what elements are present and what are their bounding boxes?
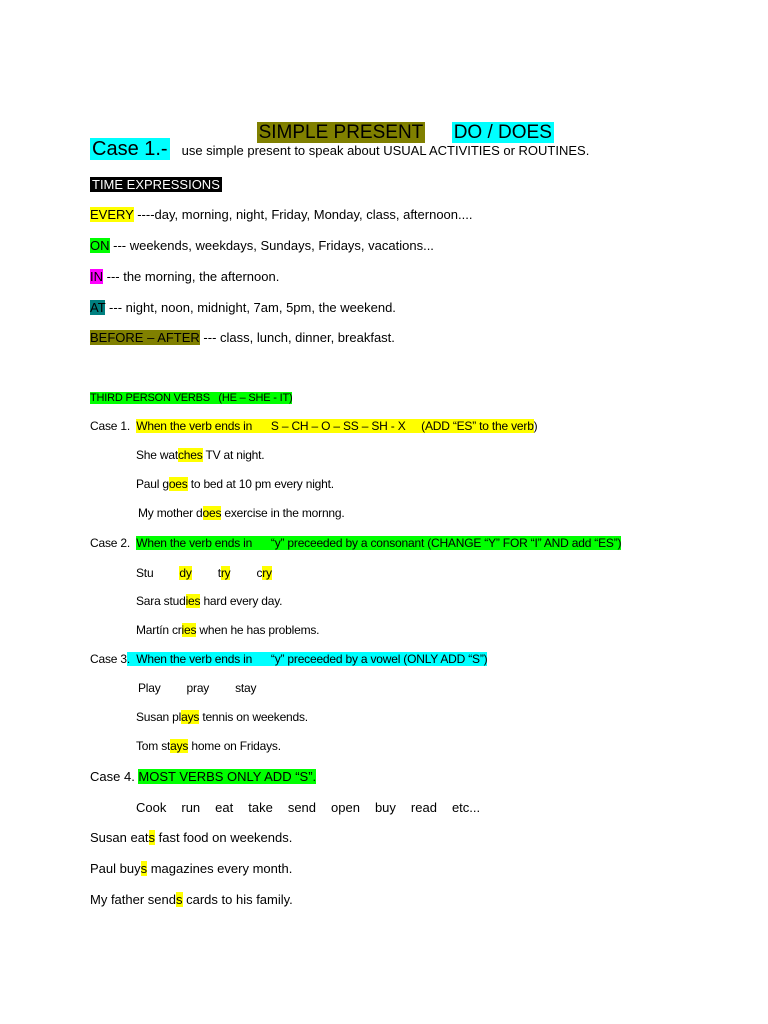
- at-rest: --- night, noon, midnight, 7am, 5pm, the weekend.: [105, 300, 396, 315]
- third-person-heading: [90, 390, 292, 406]
- c4-word-3: take: [248, 800, 273, 815]
- c4-example-3: [90, 892, 293, 908]
- c1-ex3-a: My mother d: [138, 506, 203, 520]
- c4-ex1-c: fast food on weekends.: [155, 830, 293, 845]
- on-rest: --- weekends, weekdays, Sundays, Fridays, vacations...: [109, 238, 434, 253]
- in-key: IN: [90, 269, 103, 284]
- c2-example-2: [136, 622, 319, 638]
- c2-w3-a: c: [256, 566, 263, 580]
- c3-rule: . When the verb ends in “y” preceeded by a vowel (ONLY ADD “S”): [126, 652, 488, 666]
- c2-label: Case 2.: [90, 536, 137, 550]
- c4-word-0: Cook: [136, 800, 167, 815]
- c4-ex2-a: Paul buy: [90, 861, 141, 876]
- third-person-label: THIRD PERSON VERBS (HE – SHE - IT): [90, 392, 293, 404]
- c4-ex3-c: cards to his family.: [182, 892, 293, 907]
- c1-ex3-b: oes: [202, 506, 222, 520]
- c4-rule-line: [90, 769, 316, 785]
- c1-close: ): [533, 419, 538, 433]
- time-at-line: [90, 300, 396, 316]
- c3-word-play: Play: [138, 681, 161, 695]
- title-simple-present: SIMPLE PRESENT: [258, 122, 424, 143]
- c2-word-try: [218, 566, 231, 580]
- c4-ex1-a: Susan eat: [90, 830, 149, 845]
- c2-rule: When the verb ends in “y” preceeded by a consonant (CHANGE “Y” FOR “I” AND add “ES”): [136, 536, 622, 550]
- c1-rule-line: [90, 418, 537, 434]
- c2-ex2-b: ies: [181, 623, 197, 637]
- time-expressions-label: TIME EXPRESSIONS: [92, 177, 220, 192]
- c2-words: [136, 565, 298, 581]
- c1-ex2-c: to bed at 10 pm every night.: [187, 477, 334, 491]
- c1-example-2: [136, 476, 334, 492]
- c3-ex1-c: tennis on weekends.: [199, 710, 308, 724]
- c4-word-6: buy: [374, 800, 396, 815]
- c4-ex2-b: s: [140, 861, 148, 876]
- in-rest: --- the morning, the afternoon.: [103, 269, 280, 284]
- c4-ex2-c: magazines every month.: [147, 861, 293, 876]
- c4-words: [136, 800, 495, 816]
- c2-ex1-c: hard every day.: [200, 594, 283, 608]
- c4-rule: MOST VERBS ONLY ADD “S”.: [138, 769, 317, 784]
- c2-ex2-a: Martín cr: [136, 623, 182, 637]
- title-do-does: DO / DOES: [453, 122, 552, 143]
- c4-word-2: eat: [215, 800, 234, 815]
- c1-ex3-c: exercise in the mornng.: [221, 506, 345, 520]
- every-key: EVERY: [90, 207, 134, 222]
- before-after-key: BEFORE – AFTER: [90, 330, 200, 345]
- c2-ex1-a: Sara stud: [136, 594, 186, 608]
- c2-ex1-b: ies: [185, 594, 201, 608]
- c2-word-study: [136, 566, 192, 580]
- c3-label: Case 3: [90, 652, 127, 666]
- c2-example-1: [136, 593, 282, 609]
- c1-label: Case 1.: [90, 419, 137, 433]
- c3-words: [138, 680, 282, 696]
- c2-w1-a: Stu: [136, 566, 154, 580]
- c3-example-2: [136, 738, 281, 754]
- c4-label: Case 4.: [90, 769, 139, 784]
- before-after-rest: --- class, lunch, dinner, breakfast.: [199, 330, 395, 345]
- c3-word-pray: pray: [186, 681, 210, 695]
- c4-word-7: read: [410, 800, 437, 815]
- time-before-after-line: [90, 330, 395, 346]
- c3-ex1-b: ays: [181, 710, 200, 724]
- at-key: AT: [90, 300, 106, 315]
- c2-w3-b: ry: [262, 566, 272, 580]
- c2-rule-line: [90, 535, 621, 551]
- c1-ex2-b: oes: [168, 477, 188, 491]
- c4-example-1: [90, 830, 292, 846]
- time-in-line: [90, 269, 279, 285]
- c4-example-2: [90, 861, 292, 877]
- c3-rule-line: [90, 651, 487, 667]
- on-key: ON: [90, 238, 110, 253]
- c2-w2-b: ry: [220, 566, 231, 580]
- c1-ex1-a: She wat: [136, 448, 178, 462]
- c3-word-stay: stay: [235, 681, 257, 695]
- c4-word-4: send: [287, 800, 317, 815]
- c3-ex2-b: ays: [170, 739, 189, 753]
- c3-ex2-a: Tom st: [136, 739, 171, 753]
- c2-w2-a: t: [217, 566, 221, 580]
- time-every-line: [90, 207, 472, 223]
- c3-ex2-c: home on Fridays.: [188, 739, 281, 753]
- case1-line: [90, 136, 589, 162]
- c3-ex1-a: Susan pl: [136, 710, 182, 724]
- c4-word-1: run: [181, 800, 201, 815]
- c4-ex1-b: s: [148, 830, 156, 845]
- every-rest: ----day, morning, night, Friday, Monday, class, afternoon....: [133, 207, 473, 222]
- c1-ex1-b: ches: [177, 448, 203, 462]
- c2-word-cry: [256, 566, 271, 580]
- c1-example-3: [138, 505, 345, 521]
- c4-ex3-b: s: [176, 892, 183, 907]
- c4-ex3-a: My father send: [90, 892, 176, 907]
- case1-desc: use simple present to speak about USUAL ACTIVITIES or ROUTINES.: [181, 143, 590, 158]
- c2-ex2-c: when he has problems.: [196, 623, 320, 637]
- c1-example-1: [136, 447, 264, 463]
- c1-ex1-c: TV at night.: [202, 448, 265, 462]
- time-on-line: [90, 238, 434, 254]
- c1-ex2-a: Paul g: [136, 477, 169, 491]
- c4-word-8: etc...: [451, 800, 481, 815]
- c2-w1-b: dy: [179, 566, 192, 580]
- c1-rule: When the verb ends in S – CH – O – SS – SH - X (ADD “ES” to the verb: [136, 419, 534, 433]
- c4-word-5: open: [331, 800, 360, 815]
- time-expressions-heading: [90, 177, 222, 193]
- case1-label: Case 1.-: [92, 138, 168, 160]
- c3-example-1: [136, 709, 308, 725]
